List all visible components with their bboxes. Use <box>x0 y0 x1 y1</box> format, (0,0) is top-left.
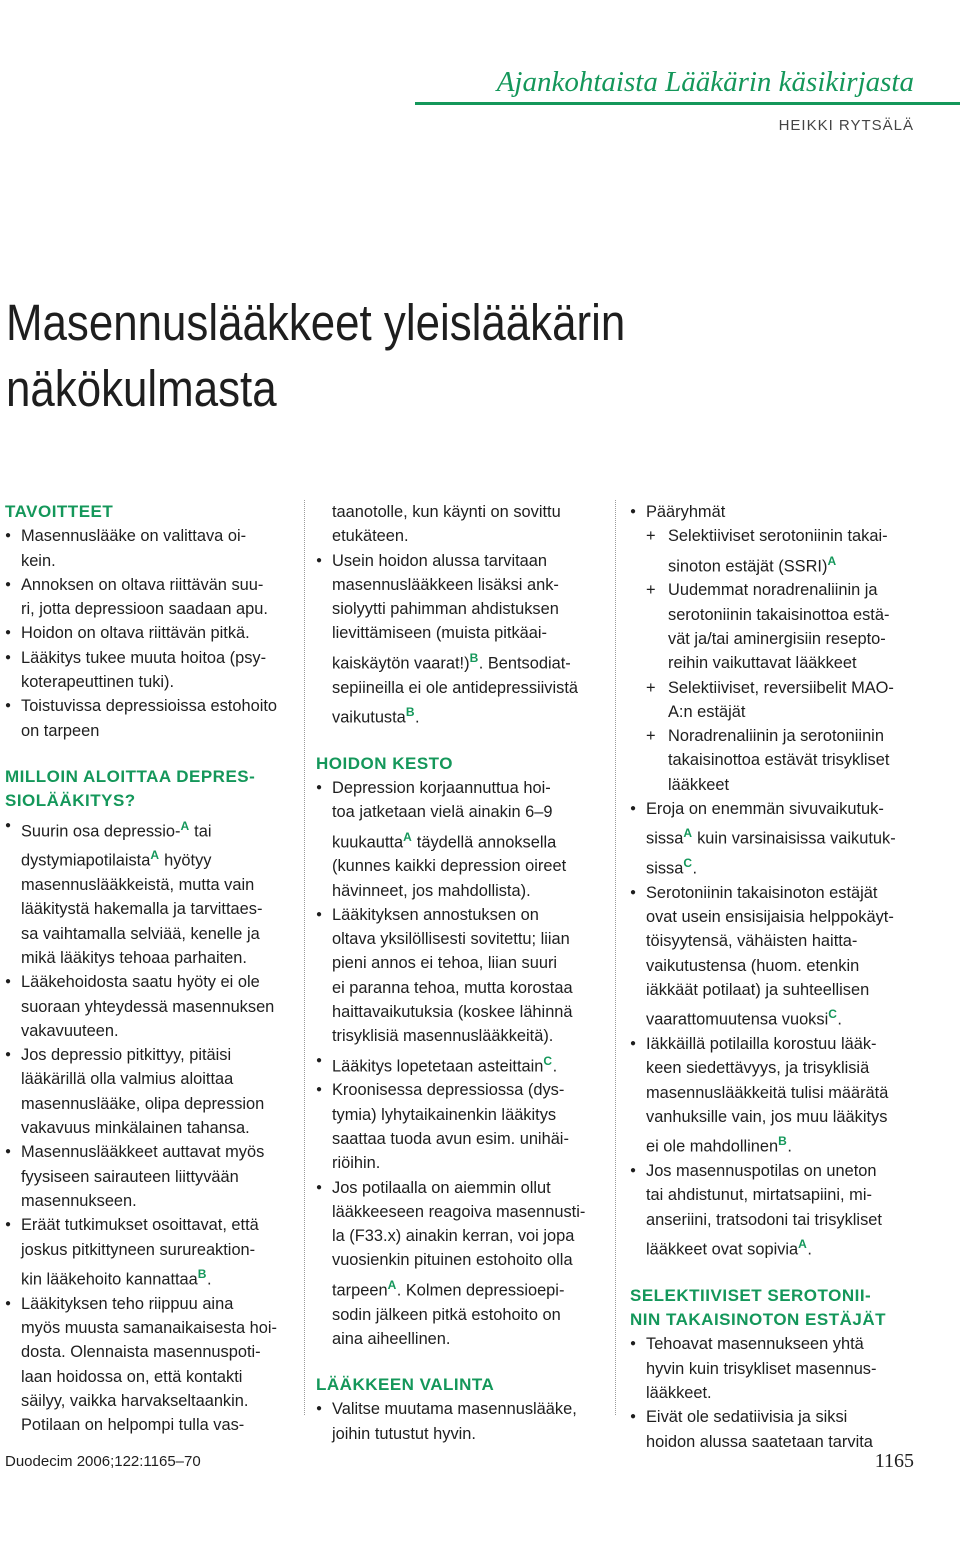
evidence-grade: A <box>180 818 190 833</box>
list-item: ● Lääkityksen annostuksen on oltava yksilöllisesti sovitettu; liian pieni annos ei tehoa, liian suuri ei paranna tehoa, mutta korostaa haittavaikutuksia (koskee lähinnä trisyklisiä masennuslääkkeitä). <box>316 903 610 1049</box>
evidence-grade: C <box>683 856 693 871</box>
evidence-grade: A <box>387 1277 397 1292</box>
evidence-grade: A <box>827 553 837 568</box>
author: HEIKKI RYTSÄLÄ <box>778 117 914 134</box>
list-item: ● Serotoniinin takaisinoton estäjät ovat usein ensisijaisia helppokäyt- töisyytensä, vähäisten haitta- vaikutustensa (huom. etenkin iäkkäät potilaat) ja suhteellisen vaarattomuutensa vuoksi$^C$. <box>630 881 930 1032</box>
heading-duration: HOIDON KESTO <box>316 753 453 773</box>
list-item: ● Pääryhmät <box>630 500 930 524</box>
list-item: ● Masennuslääkkeet auttavat myös fyysiseen sairauteen liittyvään masennukseen. <box>5 1140 300 1213</box>
sub-list-item: + Uudemmat noradrenaliinin ja serotoniinin takaisinottoa estä- vät ja/tai aminergisiin resepto- reihin vaikuttavat lääkkeet <box>646 581 890 673</box>
evidence-grade: B <box>778 1134 788 1149</box>
evidence-grade: A <box>403 829 413 844</box>
list-item: ● Tehoavat masennukseen yhtä hyvin kuin trisykliset masennus- lääkkeet. <box>630 1332 930 1405</box>
article-title-line-2: näkökulmasta <box>6 360 277 417</box>
list-item-continued: taanotolle, kun käynti on sovittu etukäteen. <box>332 503 561 546</box>
column-divider <box>304 500 305 1415</box>
evidence-grade: C <box>828 1007 838 1022</box>
list-item: ● Lääkityksen teho riippuu aina myös muusta samanaikaisesta hoi- dosta. Olennaista masennuspoti- laan hoidossa on, että kontakti säilyy, vaikka harvakseltaankin. Potilaan on helpompi tulla vas- <box>5 1292 300 1438</box>
list-item: ● Jos depressio pitkittyy, pitäisi lääkärillä olla valmius aloittaa masennuslääke, olipa depression vakavuus minkälainen tahansa. <box>5 1043 300 1140</box>
evidence-grade: A <box>683 826 693 841</box>
evidence-grade: B <box>197 1266 207 1281</box>
list-item: ● Suurin osa depressio-$^A$ tai dystymiapotilaista$^A$ hyötyy masennuslääkkeistä, mutta vain lääkitystä hakemalla ja tarvittaes- sa vaihtamalla selviää, kenelle ja mikä lääkitys tehoaa parhaiten. <box>5 814 300 971</box>
list-item: ● Toistuvissa depressioissa estohoito on tarpeen <box>5 694 300 743</box>
sub-list-item: + Selektiiviset, reversiibelit MAO- A:n estäjät <box>646 678 894 721</box>
list-item: ● Lääkehoidosta saatu hyöty ei ole suoraan yhteydessä masennuksen vakavuuteen. <box>5 970 300 1043</box>
column-1 <box>5 500 300 1437</box>
page-number: 1165 <box>874 1450 914 1472</box>
series-title: Ajankohtaista Lääkärin käsikirjasta <box>496 66 914 98</box>
article-title <box>6 290 780 422</box>
header-rule <box>415 102 960 105</box>
heading-when-to-start: MILLOIN ALOITTAA DEPRES- SIOLÄÄKITYS? <box>5 766 256 811</box>
list-item: ● Eivät ole sedatiivisia ja siksi hoidon alussa saatetaan tarvita <box>630 1405 930 1454</box>
article-title-line-1: Masennuslääkkeet yleislääkärin <box>6 294 626 351</box>
list-item: ● Lääkitys tukee muuta hoitoa (psy- koterapeuttinen tuki). <box>5 646 300 695</box>
heading-drug-choice: LÄÄKKEEN VALINTA <box>316 1375 495 1395</box>
list-item: ● Eroja on enemmän sivuvaikutuk- sissa$^A$ kuin varsinaisissa vaikutuk- sissa$^C$. <box>630 797 930 881</box>
list-item: ● Jos masennuspotilas on uneton tai ahdistunut, mirtatsapiini, mi- anseriini, tratsodoni tai trisykliset lääkkeet ovat sopivia$^A$. <box>630 1159 930 1262</box>
list-item: ● Hoidon on oltava riittävän pitkä. <box>5 621 300 645</box>
heading-goals: TAVOITTEET <box>5 502 114 521</box>
column-divider <box>615 500 616 1415</box>
list-item: ● Depression korjaannuttua hoi- toa jatketaan vielä ainakin 6–9 kuukautta$^A$ täydellä annoksella (kunnes kaikki depression oireet hävinneet, jos mahdollista). <box>316 776 610 903</box>
list-item: ● Eräät tutkimukset osoittavat, että joskus pitkittyneen surureaktion- kin lääkehoito kannattaa$^B$. <box>5 1213 300 1291</box>
list-item: ● Usein hoidon alussa tarvitaan masennuslääkkeen lisäksi ank- siolyytti pahimman ahdistuksen lievittämiseen (muista pitkäai- kaiskäytön vaarat!)$^B$. Bentsodiat- sepiineilla ei ole antidepressiivistä vaikutusta$^B$. <box>316 549 610 730</box>
evidence-grade: A <box>798 1236 808 1251</box>
evidence-grade: B <box>405 704 415 719</box>
list-item: ● Lääkitys lopetetaan asteittain$^C$. <box>316 1049 610 1079</box>
evidence-grade: A <box>150 848 160 863</box>
list-item: ● Kroonisessa depressiossa (dys- tymia) lyhytaikainenkin lääkitys saattaa tuoda avun esim. unihäi- riöihin. <box>316 1078 610 1175</box>
list-item: ● Jos potilaalla on aiemmin ollut lääkkeeseen reagoiva masennusti- la (F33.x) ainakin kerran, voi jopa vuosienkin pituinen estohoito olla tarpeen$^A$. Kolmen depressioepi- sodin jälkeen pitkä estohoito on aina aiheellinen. <box>316 1176 610 1352</box>
evidence-grade: B <box>469 650 479 665</box>
sub-list-item: + Noradrenaliinin ja serotoniinin takaisinottoa estävät trisykliset lääkkeet <box>646 727 890 794</box>
column-2 <box>316 500 610 1446</box>
heading-ssri: SELEKTIIVISET SEROTONII- NIN TAKAISINOTON ESTÄJÄT <box>630 1285 886 1330</box>
list-item: ● Annoksen on oltava riittävän suu- ri, jotta depressioon saadaan apu. <box>5 573 300 622</box>
evidence-grade: C <box>543 1053 553 1068</box>
list-item: ● Iäkkäillä potilailla korostuu lääk- keen siedettävyys, ja trisyklisiä masennuslääkkeitä tulisi määrätä vanhuksille vain, jos muu lääkitys ei ole mahdollinen$^B$. <box>630 1032 930 1159</box>
sub-list-item: + Selektiiviset serotoniinin takai- sinoton estäjät (SSRI)$^A$ <box>646 527 888 576</box>
list-item: ● Valitse muutama masennuslääke, joihin tutustut hyvin. <box>316 1397 610 1446</box>
citation: Duodecim 2006;122:1165–70 <box>5 1453 201 1470</box>
list-item: ● Masennuslääke on valittava oi- kein. <box>5 524 300 573</box>
column-3 <box>630 500 930 1454</box>
